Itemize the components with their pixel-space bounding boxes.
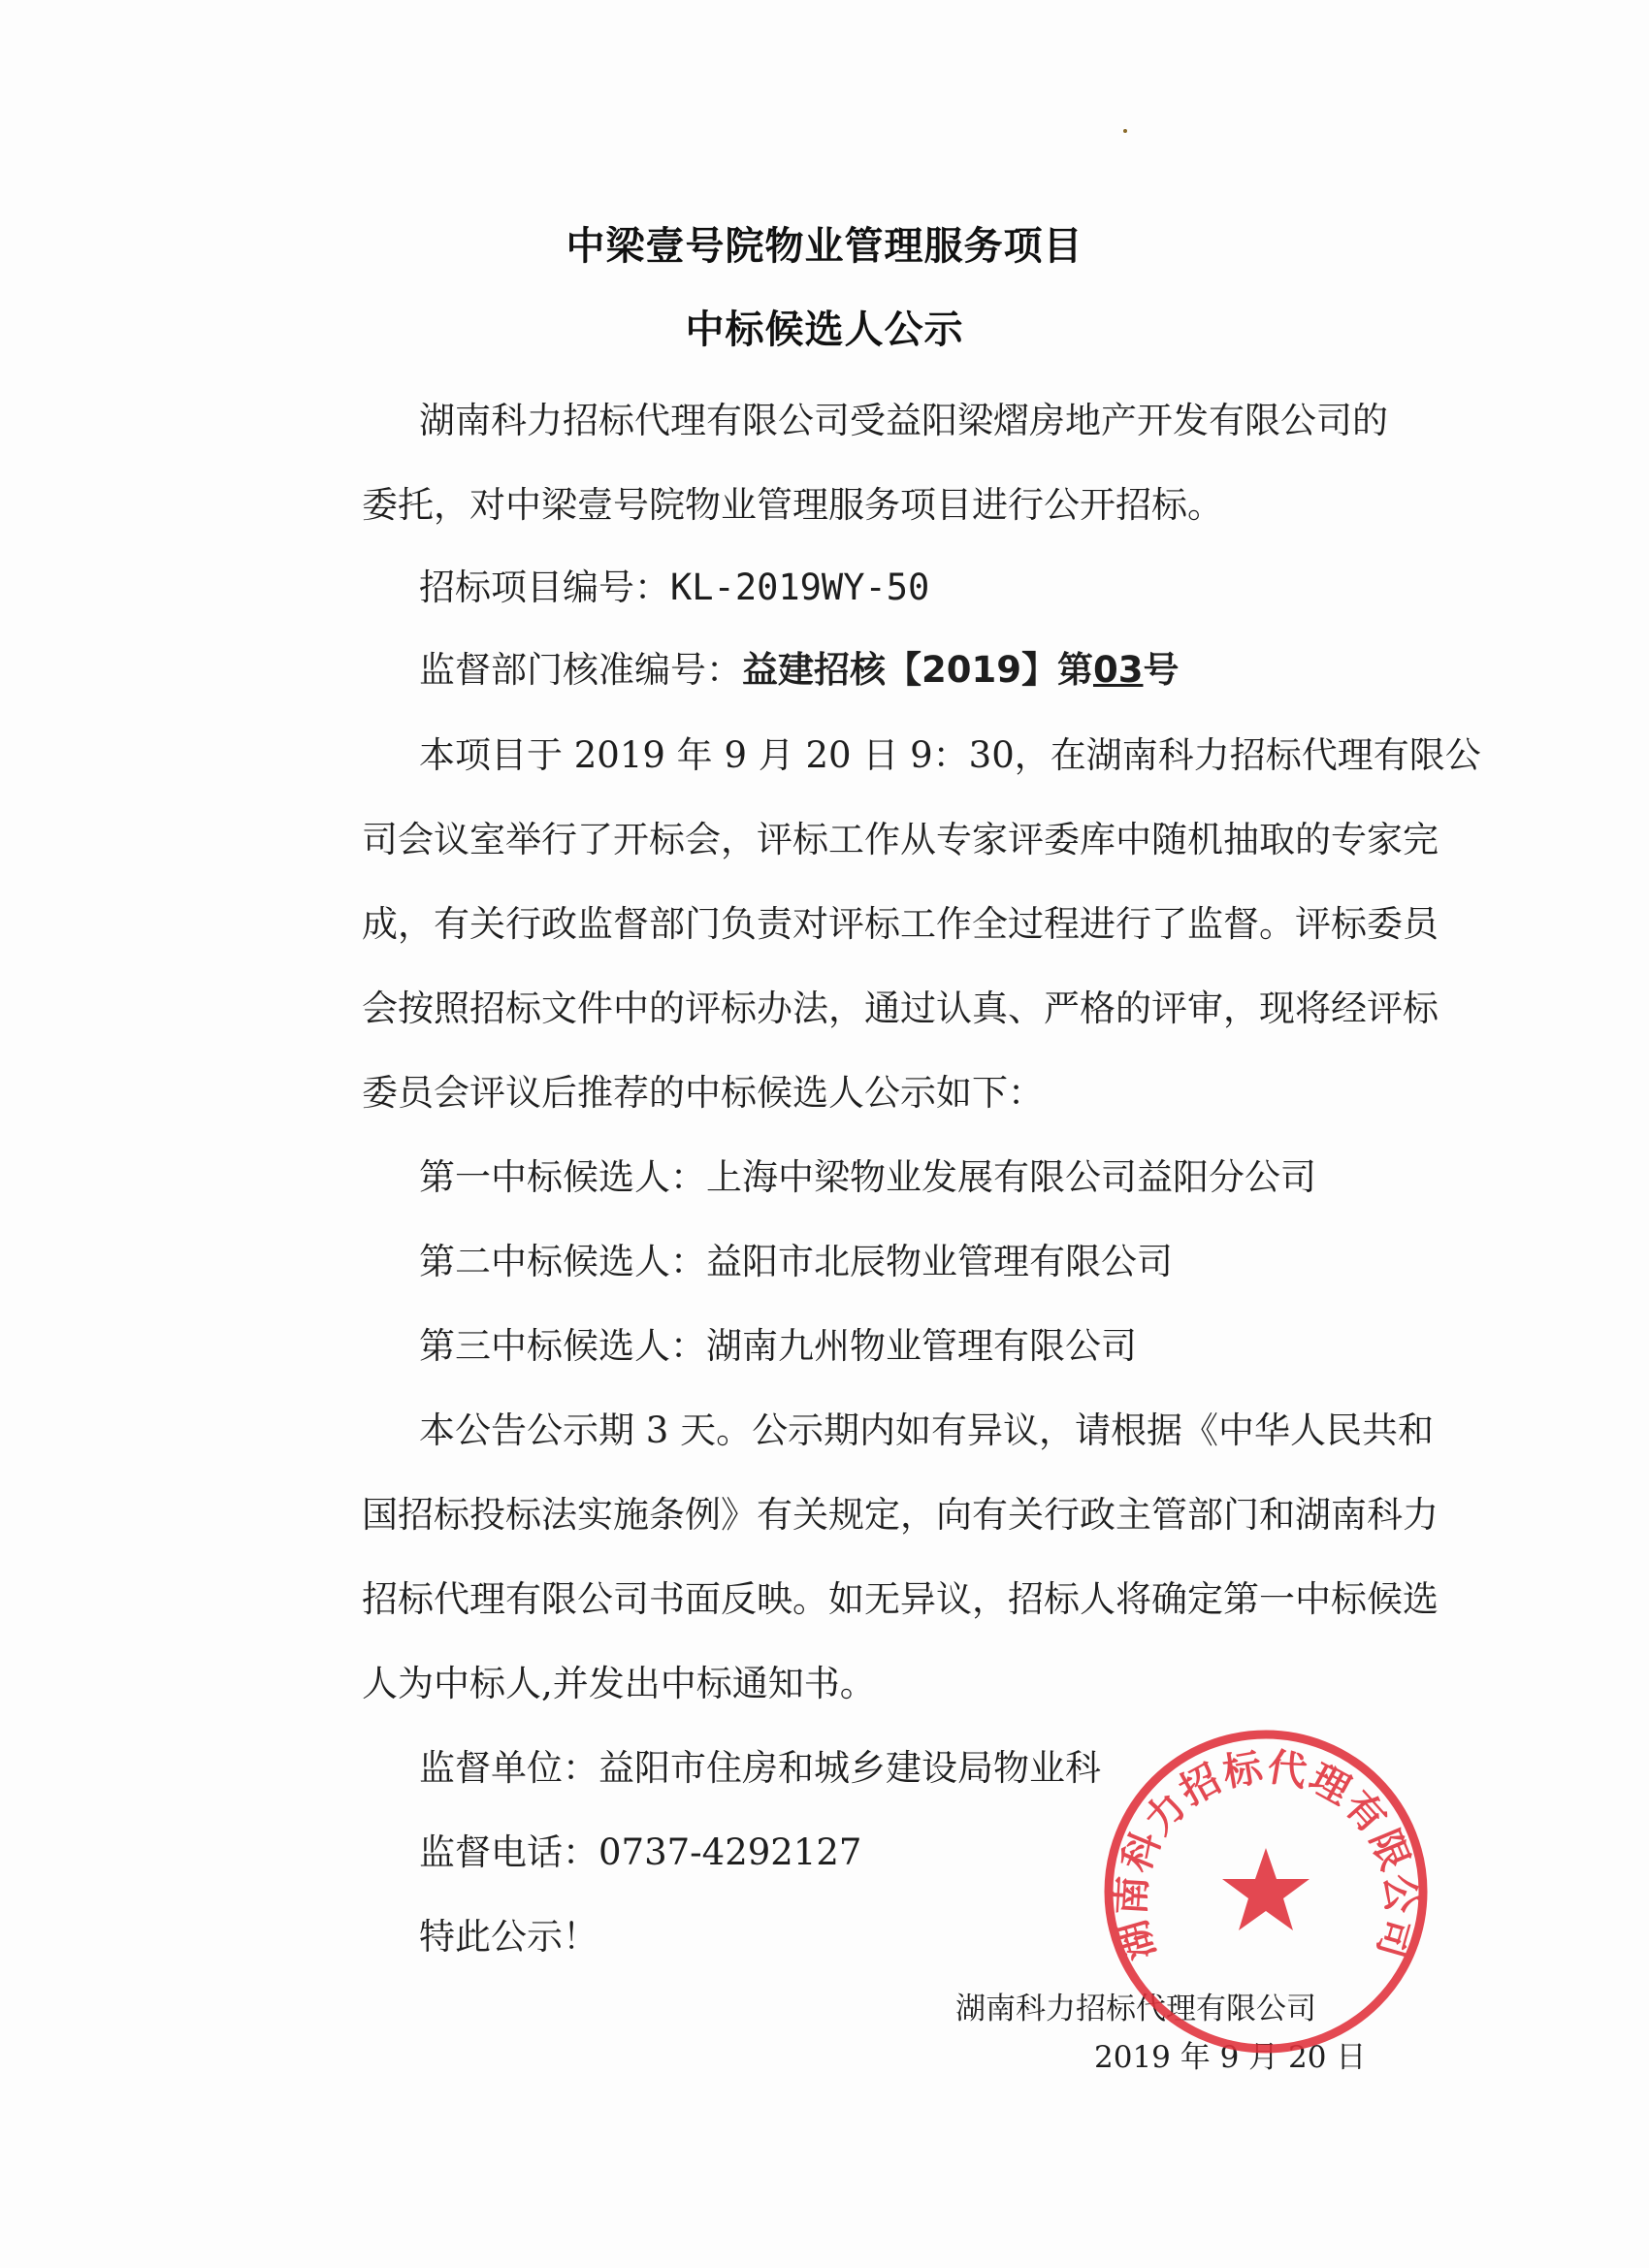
- candidate-3: [419, 1316, 1137, 1369]
- seal-text: 湖南科力招标代理有限公司: [1109, 1744, 1423, 1965]
- supervisor-phone-label: 监督电话：: [419, 1831, 598, 1873]
- notice-line1: 本公告公示期 3 天。公示期内如有异议，请根据《中华人民共和: [419, 1409, 1435, 1451]
- process-line1: 本项目于 2019 年 9 月 20 日 9：30，在湖南科力招标代理有限公: [419, 734, 1481, 776]
- paper-speck: [1123, 129, 1127, 133]
- intro-line2: 委托，对中梁壹号院物业管理服务项目进行公开招标。: [362, 484, 1223, 526]
- approval-number-num: 03: [1092, 649, 1144, 691]
- project-number-value: KL-2019WY-50: [670, 567, 930, 608]
- seal-star-icon: [1222, 1848, 1310, 1930]
- supervisor-unit: [419, 1738, 1101, 1791]
- process-line5: 委员会评议后推荐的中标候选人公示如下：: [362, 1072, 1044, 1114]
- candidate-3-label: 第三中标候选人：: [419, 1325, 706, 1367]
- notice-line2: 国招标投标法实施条例》有关规定，向有关行政主管部门和湖南科力: [362, 1494, 1439, 1536]
- approval-number: [419, 640, 1179, 693]
- signature-date: 2019 年 9 月 20 日: [1094, 2040, 1367, 2075]
- approval-number-prefix: 益建招核【2019】第: [742, 649, 1093, 691]
- notice-line4: 人为中标人,并发出中标通知书。: [362, 1663, 876, 1704]
- document-title-line1: 中梁壹号院物业管理服务项目: [566, 224, 1083, 269]
- process-line2: 司会议室举行了开标会，评标工作从专家评委库中随机抽取的专家完: [362, 819, 1439, 860]
- approval-number-suffix: 号: [1143, 649, 1180, 691]
- approval-number-label: 监督部门核准编号：: [419, 649, 742, 691]
- document-title-line2: 中标候选人公示: [685, 308, 964, 352]
- supervisor-phone-value: 0737-4292127: [598, 1831, 862, 1873]
- project-number-label: 招标项目编号：: [419, 567, 670, 608]
- notice-line3: 招标代理有限公司书面反映。如无异议，招标人将确定第一中标候选: [362, 1578, 1439, 1620]
- supervisor-unit-value: 益阳市住房和城乡建设局物业科: [598, 1747, 1101, 1789]
- supervisor-unit-label: 监督单位：: [419, 1747, 598, 1789]
- signature-company: 湖南科力招标代理有限公司: [955, 1992, 1316, 2026]
- candidate-1: [419, 1148, 1316, 1200]
- candidate-2-label: 第二中标候选人：: [419, 1241, 706, 1282]
- closing-text: 特此公示！: [419, 1916, 598, 1958]
- candidate-2: [419, 1232, 1173, 1284]
- candidate-1-label: 第一中标候选人：: [419, 1156, 706, 1198]
- process-line3: 成，有关行政监督部门负责对评标工作全过程进行了监督。评标委员: [362, 903, 1439, 945]
- candidate-2-name: 益阳市北辰物业管理有限公司: [706, 1241, 1173, 1282]
- candidate-1-name: 上海中梁物业发展有限公司益阳分公司: [706, 1156, 1316, 1198]
- candidate-3-name: 湖南九州物业管理有限公司: [706, 1325, 1137, 1367]
- supervisor-phone: [419, 1823, 861, 1875]
- company-seal: [1096, 1722, 1436, 2061]
- project-number: [419, 558, 929, 610]
- process-line4: 会按照招标文件中的评标办法，通过认真、严格的评审，现将经评标: [362, 988, 1439, 1029]
- intro-line1: 湖南科力招标代理有限公司受益阳梁熠房地产开发有限公司的: [419, 400, 1388, 441]
